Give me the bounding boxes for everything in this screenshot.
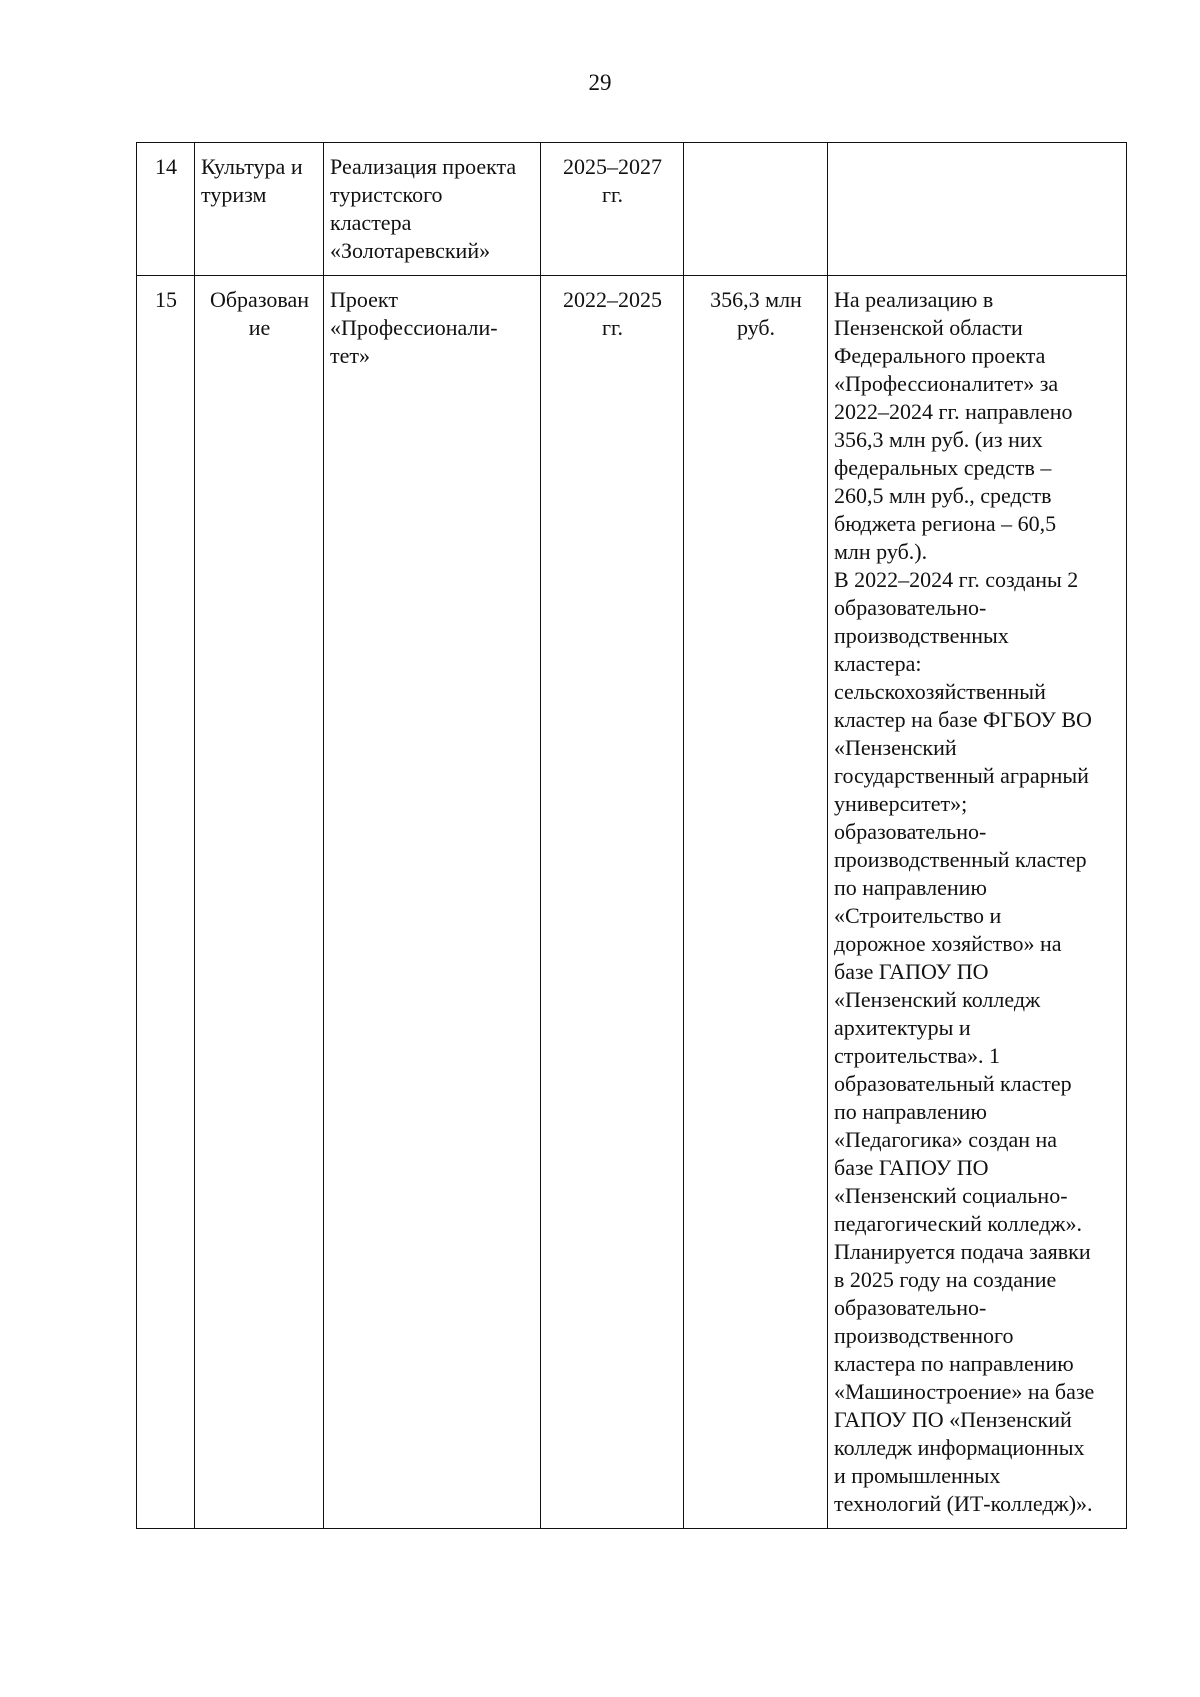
projects-table [136, 142, 1127, 1529]
sector-cell: Культура и туризм [195, 143, 324, 276]
page-number: 29 [588, 70, 612, 95]
table-row [137, 276, 1127, 1529]
comment-cell [828, 143, 1127, 276]
period-cell: 2025–2027 гг. [541, 143, 684, 276]
sector-cell: Образован ие [195, 276, 324, 1529]
period-cell: 2022–2025 гг. [541, 276, 684, 1529]
row-number-cell: 15 [137, 276, 195, 1529]
amount-cell: 356,3 млн руб. [684, 276, 828, 1529]
project-cell: Реализация проекта туристского кластера «Золотаревский» [324, 143, 541, 276]
comment-cell: На реализацию в Пензенской области Федерального проекта «Профессионалитет» за 2022–2024 гг. направлено 356,3 млн руб. (из них федеральных средств – 260,5 млн руб., средств бюджета региона – 60,5 млн руб.). В 2022–2024 гг. созданы 2 образовательно- производственных кластера: сельскохозяйственный кластер на базе ФГБОУ ВО «Пензенский государственный аграрный университет»; образовательно- производственный кластер по направлению «Строительство и дорожное хозяйство» на базе ГАПОУ ПО «Пензенский колледж архитектуры и строительства». 1 образовательный кластер по направлению «Педагогика» создан на базе ГАПОУ ПО «Пензенский социально- педагогический колледж». Планируется подача заявки в 2025 году на создание образовательно- производственного кластера по направлению «Машиностроение» на базе ГАПОУ ПО «Пензенский колледж информационных и промышленных технологий (ИТ-колледж)». [828, 276, 1127, 1529]
project-cell: Проект «Профессионали- тет» [324, 276, 541, 1529]
row-number-cell: 14 [137, 143, 195, 276]
amount-cell [684, 143, 828, 276]
table-row [137, 143, 1127, 276]
